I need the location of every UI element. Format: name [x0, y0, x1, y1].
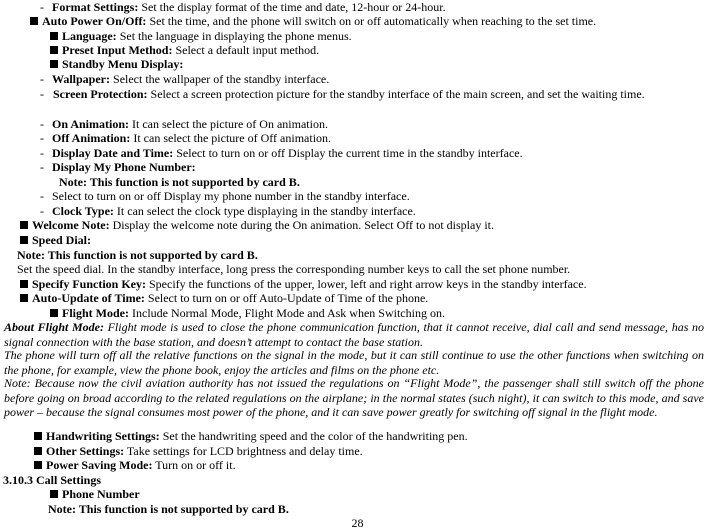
wallpaper-item — [40, 72, 329, 86]
clock-type-item — [40, 204, 416, 218]
standby-menu-item — [50, 57, 183, 71]
item-label: Phone Number — [62, 487, 140, 501]
flight-functions-paragraph: The phone will turn off all the relative functions on the signal in the mode, but it can still continue to use the other functions when switching on the phone, for example, view the phone book, enjoy the articles and films on the phone etc. — [4, 348, 704, 377]
flight-note-paragraph: Note: Because now the civil aviation authority has not issued the regulations on “Flight Mode”, the passenger shall still switch off the phone before going on broad according to the related regulations on the airplane; in the normal states (such night), it can switch to this mode, and save power – because the signal consumes most power of the phone, and it can save power greatly for switching off signal in the flight mode. — [4, 376, 704, 420]
square-bullet-icon — [34, 447, 42, 455]
screen-protection-dash — [40, 87, 52, 101]
dash-marker: - — [40, 117, 44, 131]
item-text: Select the wallpaper of the standby interface. — [110, 72, 330, 86]
item-text: Take settings for LCD brightness and delay time. — [124, 444, 363, 458]
dash-marker: - — [40, 0, 44, 14]
square-bullet-icon — [30, 17, 38, 25]
page-number: 28 — [351, 516, 364, 530]
format-settings-item — [40, 0, 446, 14]
square-bullet-icon — [50, 46, 58, 54]
item-text: Set the display format of the time and date, 12-hour or 24-hour. — [138, 0, 446, 14]
power-saving-item — [34, 458, 236, 472]
my-number-item — [40, 160, 196, 174]
off-animation-item — [40, 131, 331, 145]
item-text: Select to turn on or off Display the current time in the standby interface. — [173, 146, 523, 160]
square-bullet-icon — [20, 280, 28, 288]
welcome-note-item — [20, 218, 494, 232]
item-text: Flight mode is used to close the phone communication function, that it cannot receive, dial call and send message, has no signal connection with the base station, and doesn’t attempt to contact the base station. — [4, 320, 704, 349]
item-label: Welcome Note: — [32, 218, 110, 232]
dash-marker: - — [40, 160, 44, 174]
item-label: Other Settings: — [46, 444, 125, 458]
item-label: Auto-Update of Time: — [32, 291, 145, 305]
item-text: It can select the picture of Off animation. — [130, 131, 332, 145]
square-bullet-icon — [34, 432, 42, 440]
on-animation-item — [40, 117, 328, 131]
flight-mode-item — [50, 306, 445, 320]
item-label: Format Settings: — [52, 0, 139, 14]
section-heading: 3.10.3 Call Settings — [3, 473, 102, 487]
square-bullet-icon — [50, 309, 58, 317]
item-label: Flight Mode: — [62, 306, 129, 320]
item-text: Display the welcome note during the On animation. Select Off to not display it. — [109, 218, 495, 232]
function-key-item — [20, 277, 587, 291]
square-bullet-icon — [50, 60, 58, 68]
item-text: Select to turn on or off Display my phone number in the standby interface. — [52, 189, 410, 203]
item-text: Set the handwriting speed and the color of the handwriting pen. — [159, 429, 468, 443]
other-settings-item — [34, 444, 363, 458]
note-card-b: Note: This function is not supported by card B. — [48, 502, 289, 516]
square-bullet-icon — [20, 236, 28, 244]
dash-marker: - — [40, 204, 44, 218]
item-text: Select a screen protection picture for the standby interface of the main screen, and set the waiting time. — [147, 87, 645, 101]
item-label: Display Date and Time: — [52, 146, 174, 160]
screen-protection-item — [53, 87, 703, 102]
item-label: About Flight Mode: — [4, 320, 104, 334]
item-label: Language: — [62, 29, 117, 43]
square-bullet-icon — [20, 294, 28, 302]
item-text: Select a default input method. — [172, 43, 320, 57]
note-card-b: Note: This function is not supported by card B. — [17, 248, 258, 262]
square-bullet-icon — [50, 490, 58, 498]
square-bullet-icon — [20, 221, 28, 229]
item-text: Set the language in displaying the phone menus. — [116, 29, 352, 43]
item-label: On Animation: — [52, 117, 130, 131]
dash-marker: - — [40, 189, 44, 203]
item-text: Include Normal Mode, Flight Mode and Ask when Switching on. — [129, 306, 445, 320]
square-bullet-icon — [50, 32, 58, 40]
item-label: Auto Power On/Off: — [42, 14, 147, 28]
auto-power-item — [30, 14, 596, 28]
date-time-item — [40, 146, 523, 160]
item-label: Handwriting Settings: — [46, 429, 160, 443]
note-card-b: Note: This function is not supported by card B. — [59, 175, 300, 189]
item-label: Specify Function Key: — [32, 277, 146, 291]
item-label: Off Animation: — [52, 131, 131, 145]
item-text: It can select the clock type displaying in the standby interface. — [113, 204, 416, 218]
dash-marker: - — [40, 87, 44, 101]
auto-update-item — [20, 291, 428, 305]
item-text: Set the time, and the phone will switch on or off automatically when reaching to the set time. — [146, 14, 597, 28]
dash-marker: - — [40, 131, 44, 145]
about-flight-paragraph — [4, 320, 704, 349]
speed-dial-item — [20, 233, 91, 247]
language-item — [50, 29, 352, 43]
item-text: It can select the picture of On animation. — [129, 117, 328, 131]
item-label: Clock Type: — [52, 204, 114, 218]
item-label: Wallpaper: — [52, 72, 111, 86]
number-select-item — [40, 189, 410, 203]
item-text: Turn on or off it. — [152, 458, 236, 472]
item-label: Display My Phone Number: — [52, 160, 196, 174]
item-text: Specify the functions of the upper, lower, left and right arrow keys in the standby interface. — [146, 277, 587, 291]
item-text: Select to turn on or off Auto-Update of Time of the phone. — [144, 291, 429, 305]
input-method-item — [50, 43, 319, 57]
item-label: Speed Dial: — [32, 233, 92, 247]
item-label: Preset Input Method: — [62, 43, 173, 57]
square-bullet-icon — [34, 461, 42, 469]
speed-dial-description: Set the speed dial. In the standby interface, long press the corresponding number keys to call the set phone number. — [17, 262, 571, 276]
dash-marker: - — [40, 146, 44, 160]
item-label: Screen Protection: — [53, 87, 148, 101]
dash-marker: - — [40, 72, 44, 86]
handwriting-item — [34, 429, 468, 443]
item-label: Standby Menu Display: — [62, 57, 184, 71]
phone-number-item — [50, 487, 140, 501]
item-label: Power Saving Mode: — [46, 458, 153, 472]
